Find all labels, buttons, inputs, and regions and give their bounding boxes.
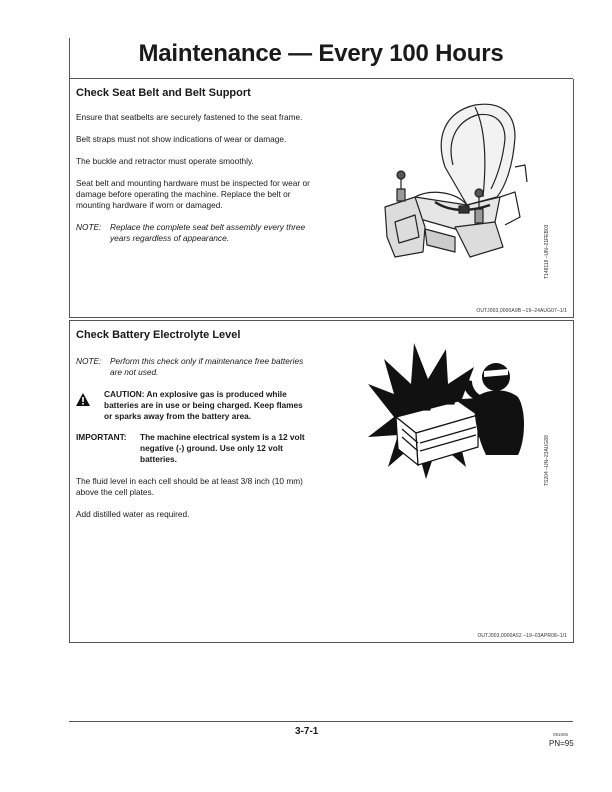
footer-code: OUTJ003,0000A9B –19–24AUG07–1/1	[476, 308, 567, 314]
note	[76, 356, 312, 378]
warning-triangle-icon	[76, 389, 104, 422]
paragraph: Add distilled water as required.	[76, 509, 190, 519]
seat-belt-illustration	[375, 97, 545, 267]
battery-section	[69, 320, 574, 643]
note	[76, 222, 312, 244]
seat-belt-section	[69, 79, 574, 318]
paragraph: The fluid level in each cell should be at least 3/8 inch (10 mm) above the cell plates.	[76, 476, 303, 497]
caution-block	[76, 389, 312, 422]
footer-code: OUTJ003,0000A52 –19–03APR08–1/1	[477, 633, 567, 639]
important-text: The machine electrical system is a 12 volt negative (-) ground. Use only 12 volt batteries.	[140, 432, 305, 464]
page-title: Maintenance — Every 100 Hours	[138, 40, 504, 67]
image-code: T148118 –UN–21FEB03	[544, 224, 550, 279]
paragraph: Ensure that seatbelts are securely fastened to the seat frame.	[76, 112, 303, 122]
image-code: TS204 –UN–23AUG88	[544, 435, 550, 486]
battery-explosion-illustration	[366, 339, 546, 489]
page-number: 3-7-1	[295, 726, 319, 737]
important-block	[76, 432, 312, 465]
section-text	[76, 356, 312, 531]
note-label: NOTE:	[76, 356, 102, 366]
caution-text: CAUTION: An explosive gas is produced while batteries are in use or being charged. Keep flames or sparks away from the battery area.	[104, 389, 303, 421]
section-text	[76, 112, 312, 255]
section-heading: Check Battery Electrolyte Level	[76, 329, 241, 341]
important-label: IMPORTANT:	[76, 432, 127, 442]
pn-number: PN=95	[549, 739, 574, 748]
doc-code: 081806	[553, 732, 569, 737]
footer-rule	[69, 721, 573, 722]
section-heading: Check Seat Belt and Belt Support	[76, 87, 251, 99]
paragraph: The buckle and retractor must operate smoothly.	[76, 156, 254, 166]
note-text: Replace the complete seat belt assembly every three years regardless of appearance.	[110, 222, 306, 243]
note-text: Perform this check only if maintenance free batteries are not used.	[110, 356, 304, 377]
note-label: NOTE:	[76, 222, 102, 232]
paragraph: Belt straps must not show indications of wear or damage.	[76, 134, 287, 144]
paragraph: Seat belt and mounting hardware must be inspected for wear or damage before operating the machine. Replace the belt or mounting hardware if worn or damaged.	[76, 178, 310, 210]
